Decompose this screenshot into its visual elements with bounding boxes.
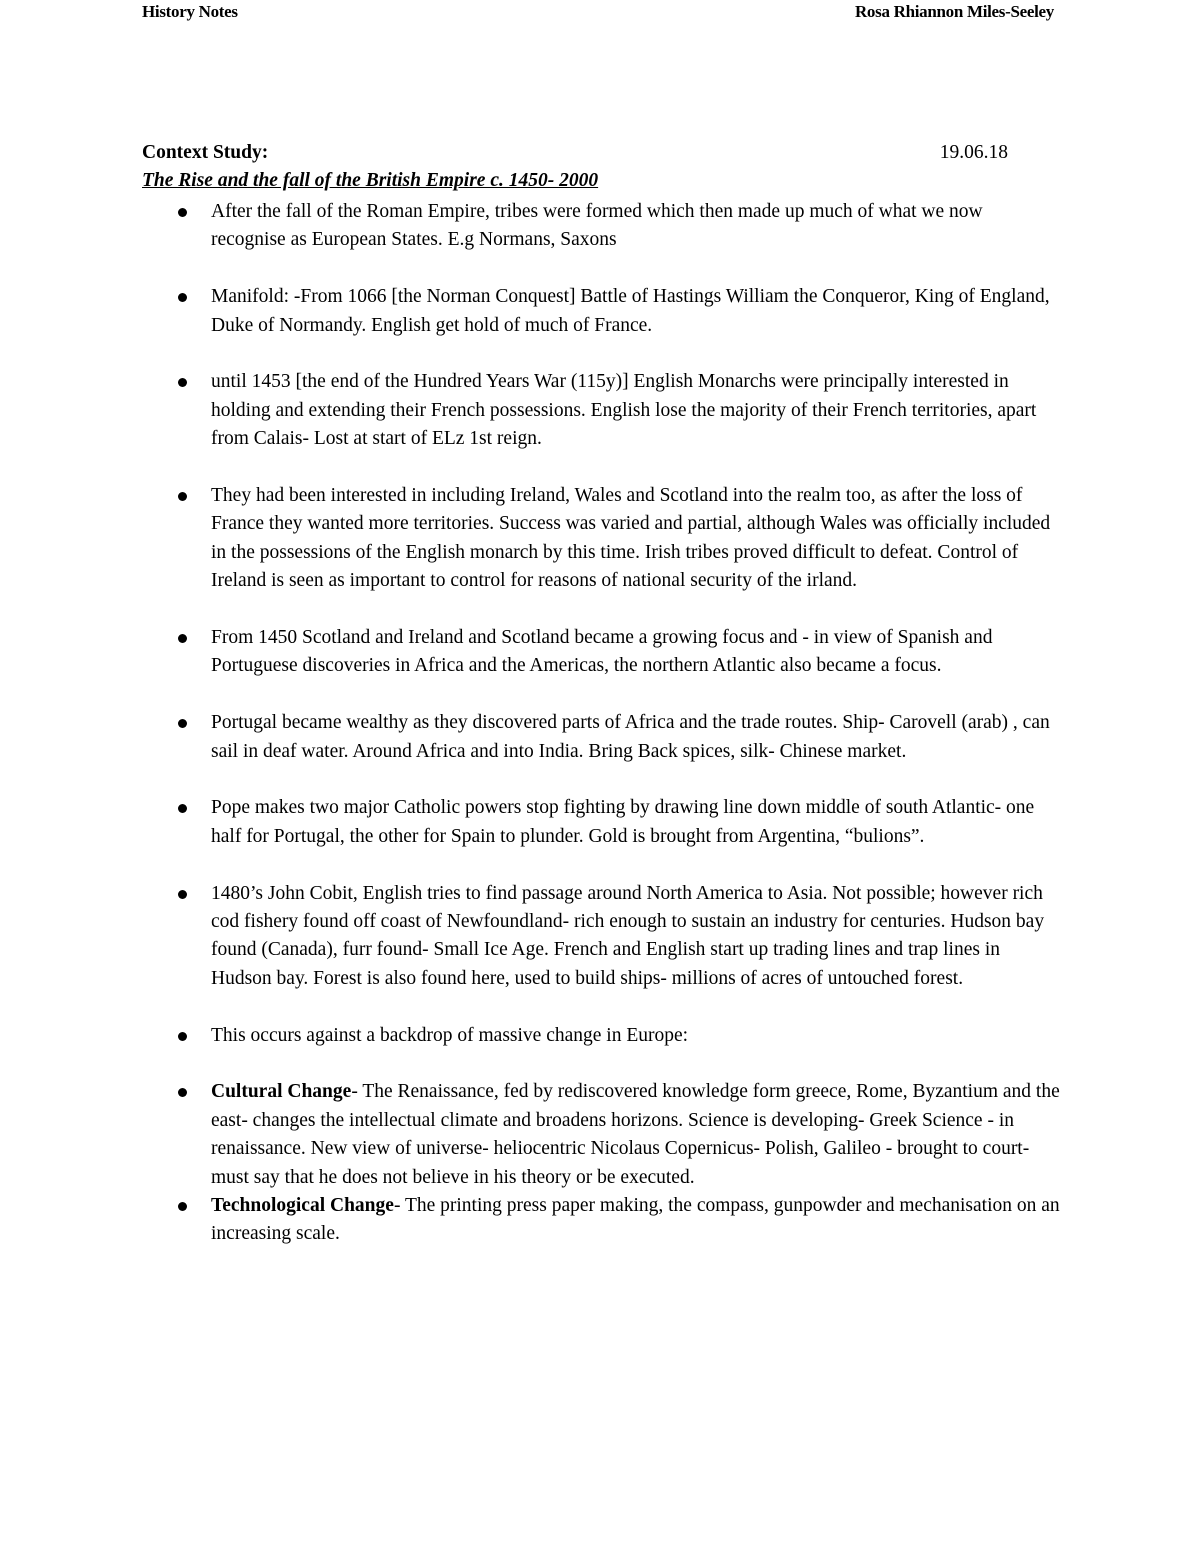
bullet-icon (178, 208, 187, 217)
bullet-icon (178, 1088, 187, 1097)
study-title: The Rise and the fall of the British Empire c. 1450- 2000 (142, 170, 599, 191)
note-bold: Cultural Change (211, 1081, 352, 1103)
study-label: Context Study: (142, 142, 269, 163)
note-item (0, 709, 1061, 766)
header-author-name: Rosa Rhiannon Miles-Seeley (854, 2, 1054, 21)
note-text: They had been interested in including Ireland, Wales and Scotland into the realm too, as after the loss of France they wanted more territories. Success was varied and partial, although Wales was officially included in the possessions of the English monarch by this time. Irish tribes proved difficult to defeat. Control of Ireland is seen as important to control for reasons of national security of the irland. (211, 485, 1051, 592)
note-item (0, 482, 1061, 596)
note-text: This occurs against a backdrop of massive change in Europe: (211, 1024, 689, 1046)
note-item (0, 794, 1061, 851)
notes-list (0, 198, 1200, 1277)
bullet-icon (178, 1202, 187, 1211)
note-text: - The Renaissance, fed by rediscovered knowledge form greece, Rome, Byzantium and the east- changes the intellectual climate and broadens horizons. Science is developing- Greek Science - in renaissance. New view of universe- heliocentric Nicolaus Copernicus- Polish, Galileo - brought to court- must say that he does not believe in his theory or be executed. (211, 1081, 1060, 1188)
header-left-title: History Notes (142, 2, 238, 21)
note-text: until 1453 [the end of the Hundred Years War (115y)] English Monarchs were principally interested in holding and extending their French possessions. English lose the majority of their French territories, apart from Calais- Lost at start of ELz 1st reign. (211, 371, 1037, 450)
note-text: - The printing press paper making, the compass, gunpowder and mechanisation on an increasing scale. (211, 1195, 1060, 1245)
note-item (0, 1022, 1061, 1050)
note-item (0, 283, 1061, 340)
note-item (0, 1192, 1061, 1249)
note-text: Manifold: -From 1066 [the Norman Conquest] Battle of Hastings William the Conqueror, King of England, Duke of Normandy. English get hold of much of France. (211, 286, 1050, 336)
note-item (0, 368, 1061, 453)
note-text: From 1450 Scotland and Ireland and Scotland became a growing focus and - in view of Spanish and Portuguese discoveries in Africa and the Americas, the northern Atlantic also became a focus. (211, 627, 993, 677)
bullet-icon (178, 1032, 187, 1041)
bullet-icon (178, 378, 187, 387)
note-item (0, 624, 1061, 681)
bullet-icon (178, 890, 187, 899)
note-text: 1480’s John Cobit, English tries to find passage around North America to Asia. Not possible; however rich cod fishery found off coast of Newfoundland- rich enough to sustain an industry for centuries. Hudson bay found (Canada), furr found- Small Ice Age. French and English start up trading lines and trap lines in Hudson bay. Forest is also found here, used to build ships- millions of acres of untouched forest. (211, 882, 1045, 989)
bullet-icon (178, 719, 187, 728)
note-item (0, 1078, 1061, 1192)
note-item (0, 198, 1061, 255)
note-text: Portugal became wealthy as they discovered parts of Africa and the trade routes. Ship- Carovell (arab) , can sail in deaf water. Around Africa and into India. Bring Back spices, silk- Chinese market. (211, 712, 1050, 762)
bullet-icon (178, 293, 187, 302)
bullet-icon (178, 634, 187, 643)
note-text: Pope makes two major Catholic powers stop fighting by drawing line down middle of south Atlantic- one half for Portugal, the other for Spain to plunder. Gold is brought from Argentina, “bulions”. (211, 797, 1035, 847)
bullet-icon (178, 804, 187, 813)
study-heading-row (142, 142, 1008, 168)
note-bold: Technological Change (211, 1195, 394, 1217)
note-item (0, 880, 1061, 994)
note-text: After the fall of the Roman Empire, tribes were formed which then made up much of what we now recognise as European States. E.g Normans, Saxons (211, 201, 983, 251)
study-date: 19.06.18 (939, 142, 1008, 163)
bullet-icon (178, 492, 187, 501)
